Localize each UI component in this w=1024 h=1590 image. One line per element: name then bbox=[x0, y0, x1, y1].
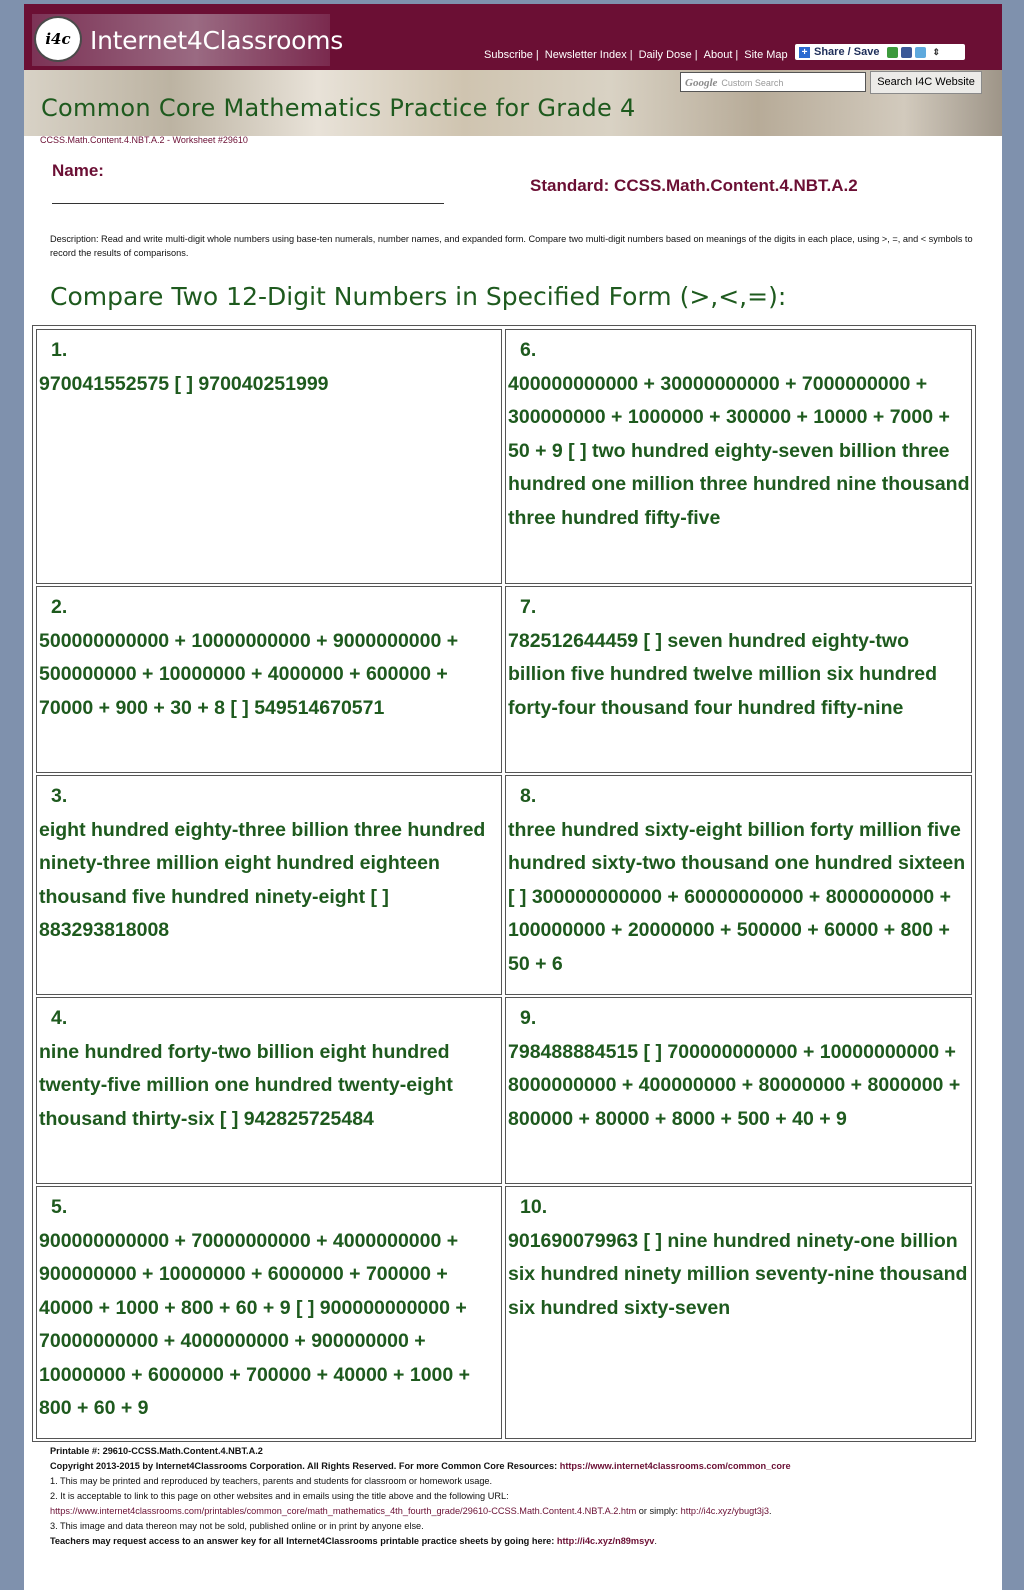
search-placeholder: Custom Search bbox=[721, 78, 784, 88]
site-logo[interactable] bbox=[32, 14, 343, 66]
url-line: https://www.internet4classrooms.com/printables/common_core/math_mathematics_4th_fourth_grade/29610-CCSS.Math.Content.4.NBT.A.2.htm or simply: http://i4c.xyz/ybugt3j3. bbox=[50, 1506, 772, 1516]
problem-9 bbox=[505, 997, 972, 1184]
problem-text: nine hundred forty-two billion eight hundred twenty-five million one hundred twenty-eight thousand thirty-six [ ] 942825725484 bbox=[39, 1040, 453, 1130]
email-share-icon bbox=[887, 47, 898, 58]
facebook-icon bbox=[901, 47, 912, 58]
worksheet-id: CCSS.Math.Content.4.NBT.A.2 - Worksheet #29610 bbox=[40, 135, 248, 145]
name-blank-line bbox=[52, 203, 444, 204]
problem-number: 1. bbox=[51, 339, 68, 361]
section-title: Compare Two 12-Digit Numbers in Specified Form (>,<,=): bbox=[50, 282, 787, 311]
search-button[interactable]: Search I4C Website bbox=[870, 71, 982, 94]
top-nav: Subscribe | Newsletter Index | Daily Dose | About | Site Map bbox=[484, 49, 788, 61]
answer-key-text: Teachers may request access to an answer key for all Internet4Classrooms printable practice sheets by going here: bbox=[50, 1536, 555, 1546]
nav-site-map[interactable]: Site Map bbox=[744, 49, 788, 61]
worksheet-url[interactable]: https://www.internet4classrooms.com/printables/common_core/math_mathematics_4th_fourth_grade/29610-CCSS.Math.Content.4.NBT.A.2.htm bbox=[50, 1506, 637, 1516]
nav-subscribe[interactable]: Subscribe bbox=[484, 49, 533, 61]
copyright-line bbox=[50, 1459, 980, 1474]
share-label: Share / Save bbox=[814, 46, 880, 58]
problem-text: 798488884515 [ ] 700000000000 + 10000000000 + 8000000000 + 400000000 + 80000000 + 8000000 + 800000 + 80000 + 8000 + 500 + 40 + 9 bbox=[508, 1040, 961, 1130]
standard-label: Standard: CCSS.Math.Content.4.NBT.A.2 bbox=[530, 176, 858, 195]
nav-about[interactable]: About bbox=[703, 49, 733, 61]
problem-text: 500000000000 + 10000000000 + 9000000000 + 500000000 + 10000000 + 4000000 + 600000 + 70000 + 900 + 30 + 8 [ ] 549514670571 bbox=[39, 629, 459, 719]
problem-text: three hundred sixty-eight billion forty million five hundred sixty-two thousand one hundred sixteen [ ] 300000000000 + 60000000000 + 8000000000 + 100000000 + 20000000 + 500000 + 60000 + 800 + 50 + 6 bbox=[508, 818, 966, 975]
problem-2 bbox=[36, 586, 502, 773]
nav-newsletter-index[interactable]: Newsletter Index bbox=[544, 49, 627, 61]
logo-text: Internet4Classrooms bbox=[90, 26, 343, 55]
or-simply-text: or simply: bbox=[636, 1506, 681, 1516]
problem-number: 8. bbox=[520, 785, 537, 807]
problem-text: 400000000000 + 30000000000 + 7000000000 + 300000000 + 1000000 + 300000 + 10000 + 7000 + 50 + 9 [ ] two hundred eighty-seven billion three hundred one million three hundred nine thousand three hundred fifty-five bbox=[508, 372, 970, 529]
problem-text: eight hundred eighty-three billion three hundred ninety-three million eight hundred eighteen thousand five hundred ninety-eight [ ] 883293818008 bbox=[39, 818, 486, 941]
problem-number: 6. bbox=[520, 339, 537, 361]
problem-4 bbox=[36, 997, 502, 1184]
search-input[interactable] bbox=[680, 72, 866, 92]
problem-number: 7. bbox=[520, 596, 537, 618]
problem-number: 5. bbox=[51, 1196, 68, 1218]
name-label: Name: bbox=[52, 161, 104, 180]
logo-mark: i4c bbox=[34, 16, 82, 62]
problems-table bbox=[32, 325, 976, 1442]
problem-number: 4. bbox=[51, 1007, 68, 1029]
problem-10 bbox=[505, 1186, 972, 1439]
problem-8 bbox=[505, 775, 972, 995]
problem-1 bbox=[36, 329, 502, 584]
problem-text: 900000000000 + 70000000000 + 4000000000 + 900000000 + 10000000 + 6000000 + 700000 + 40000 + 1000 + 800 + 60 + 9 [ ] 900000000000 + 70000000000 + 4000000000 + 900000000 + 10000000 + 6000000 + 700000 + 40000 + 1000 + 800 + 60 + 9 bbox=[39, 1229, 471, 1419]
usage-note-3: 3. This image and data thereon may not be sold, published online or in print by anyone else. bbox=[50, 1521, 424, 1531]
nav-daily-dose[interactable]: Daily Dose bbox=[638, 49, 692, 61]
copyright-text: Copyright 2013-2015 by Internet4Classrooms Corporation. All Rights Reserved. For more Common Core Resources: bbox=[50, 1461, 558, 1471]
header-bar bbox=[24, 4, 1002, 70]
google-brand: Google bbox=[685, 77, 718, 89]
updown-arrow-icon: ⇕ bbox=[932, 46, 940, 57]
printable-number: Printable #: 29610-CCSS.Math.Content.4.NBT.A.2 bbox=[50, 1446, 263, 1456]
usage-note-2: 2. It is acceptable to link to this page on other websites and in emails using the title above and the following URL: bbox=[50, 1491, 509, 1501]
problem-6 bbox=[505, 329, 972, 584]
short-url[interactable]: http://i4c.xyz/ybugt3j3 bbox=[680, 1506, 770, 1516]
description: Description: Read and write multi-digit whole numbers using base-ten numerals, number names, and expanded form. Compare two multi-digit numbers based on meanings of the digits in each place, using >, =, and < symbols to record the results of comparisons. bbox=[50, 234, 973, 258]
plus-icon: + bbox=[799, 47, 810, 58]
problem-text: 901690079963 [ ] nine hundred ninety-one billion six hundred ninety million seventy-nine thousand six hundred sixty-seven bbox=[508, 1229, 968, 1319]
common-core-link[interactable]: https://www.internet4classrooms.com/common_core bbox=[559, 1461, 791, 1471]
problem-3 bbox=[36, 775, 502, 995]
answer-key-line: Teachers may request access to an answer key for all Internet4Classrooms printable practice sheets by going here: http://i4c.xyz/n89msyv. bbox=[50, 1536, 657, 1546]
page-title: Common Core Mathematics Practice for Grade 4 bbox=[41, 94, 636, 122]
problem-text: 782512644459 [ ] seven hundred eighty-two billion five hundred twelve million six hundred forty-four thousand four hundred fifty-nine bbox=[508, 629, 938, 719]
problem-7 bbox=[505, 586, 972, 773]
problem-5 bbox=[36, 1186, 502, 1439]
problem-number: 9. bbox=[520, 1007, 537, 1029]
twitter-icon bbox=[915, 47, 926, 58]
problem-number: 3. bbox=[51, 785, 68, 807]
share-save-button[interactable] bbox=[795, 44, 965, 60]
page bbox=[24, 4, 1002, 1590]
problem-text: 970041552575 [ ] 970040251999 bbox=[39, 372, 329, 395]
problem-number: 2. bbox=[51, 596, 68, 618]
problem-number: 10. bbox=[520, 1196, 548, 1218]
answer-key-link[interactable]: http://i4c.xyz/n89msyv bbox=[556, 1536, 655, 1546]
footer bbox=[50, 1444, 980, 1549]
usage-note-1: 1. This may be printed and reproduced by teachers, parents and students for classroom or homework usage. bbox=[50, 1476, 493, 1486]
